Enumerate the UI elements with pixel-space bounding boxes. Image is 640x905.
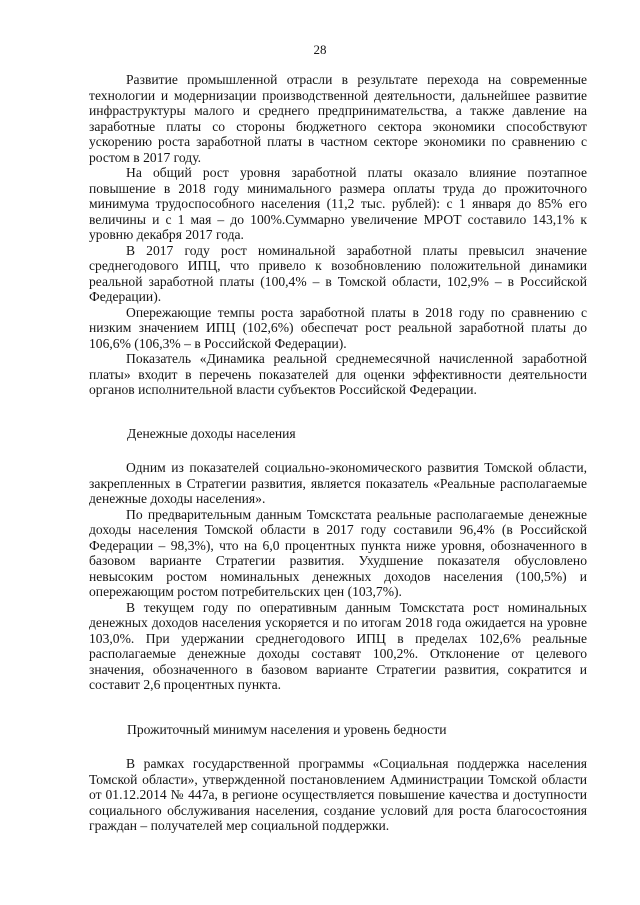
paragraph: В 2017 году рост номинальной заработной платы превысил значение среднегодового ИПЦ, что привело к возобновлению положительной динамики реальной заработной платы (100,4% – в Томской области, 102,9% – в Российской Федерации). (89, 242, 587, 304)
poverty-text-block (89, 756, 587, 834)
section-heading-income: Денежные доходы населения (127, 426, 296, 441)
page-number: 28 (313, 42, 327, 57)
paragraph: Одним из показателей социально-экономического развития Томской области, закрепленных в Стратегии развития, является показатель «Реальные располагаемые денежные доходы населения». (89, 460, 587, 506)
paragraph: В текущем году по оперативным данным Томскстата рост номинальных денежных доходов населения ускоряется и по итогам 2018 года ожидается на уровне 103,0%. При удержании среднегодового ИПЦ в пределах 102,6% реальные располагаемые денежные доходы составят 100,2%. Отклонение от целевого значения, обозначенного в базовом варианте Стратегии развития, сократится и составит 2,6 процентных пункта. (89, 599, 587, 692)
income-text-block (89, 460, 587, 693)
paragraph: Развитие промышленной отрасли в результате перехода на современные технологии и модернизации производственной деятельности, дальнейшее развитие инфраструктуры малого и среднего предпринимательства, а также давление на заработные платы со стороны бюджетного сектора экономики способствуют ускорению роста заработной платы в частном секторе экономики по сравнению с ростом в 2017 году. (89, 72, 587, 165)
paragraph: На общий рост уровня заработной платы оказало влияние поэтапное повышение в 2018 году минимального размера оплаты труда до прожиточного минимума трудоспособного населения (11,2 тыс. рублей): с 1 января до 85% его величины и с 1 мая – до 100%.Суммарно увеличение МРОТ составило 143,1% к уровню декабря 2017 года. (89, 165, 587, 242)
wages-text-block (89, 72, 587, 398)
paragraph: В рамках государственной программы «Социальная поддержка населения Томской области», утвержденной постановлением Администрации Томской области от 01.12.2014 № 447а, в регионе осуществляется повышение качества и доступности социального обслуживания населения, создание условий для роста благосостояния граждан – получателей мер социальной поддержки. (89, 756, 587, 833)
paragraph: По предварительным данным Томскстата реальные располагаемые денежные доходы населения Томской области в 2017 году составили 96,4% (в Российской Федерации – 98,3%), что на 6,0 процентных пункта ниже уровня, обозначенного в базовом варианте Стратегии развития. Ухудшение показателя обусловлено невысоким ростом номинальных денежных доходов населения (100,5%) и опережающим ростом потребительских цен (103,7%). (89, 506, 587, 599)
paragraph: Опережающие темпы роста заработной платы в 2018 году по сравнению с низким значением ИПЦ (102,6%) обеспечат рост реальной заработной платы до 106,6% (106,3% – в Российской Федерации). (89, 304, 587, 351)
section-heading-poverty: Прожиточный минимум населения и уровень бедности (127, 722, 447, 737)
paragraph: Показатель «Динамика реальной среднемесячной начисленной заработной платы» входит в перечень показателей для оценки эффективности деятельности органов исполнительной власти субъектов Российской Федерации. (89, 351, 587, 397)
